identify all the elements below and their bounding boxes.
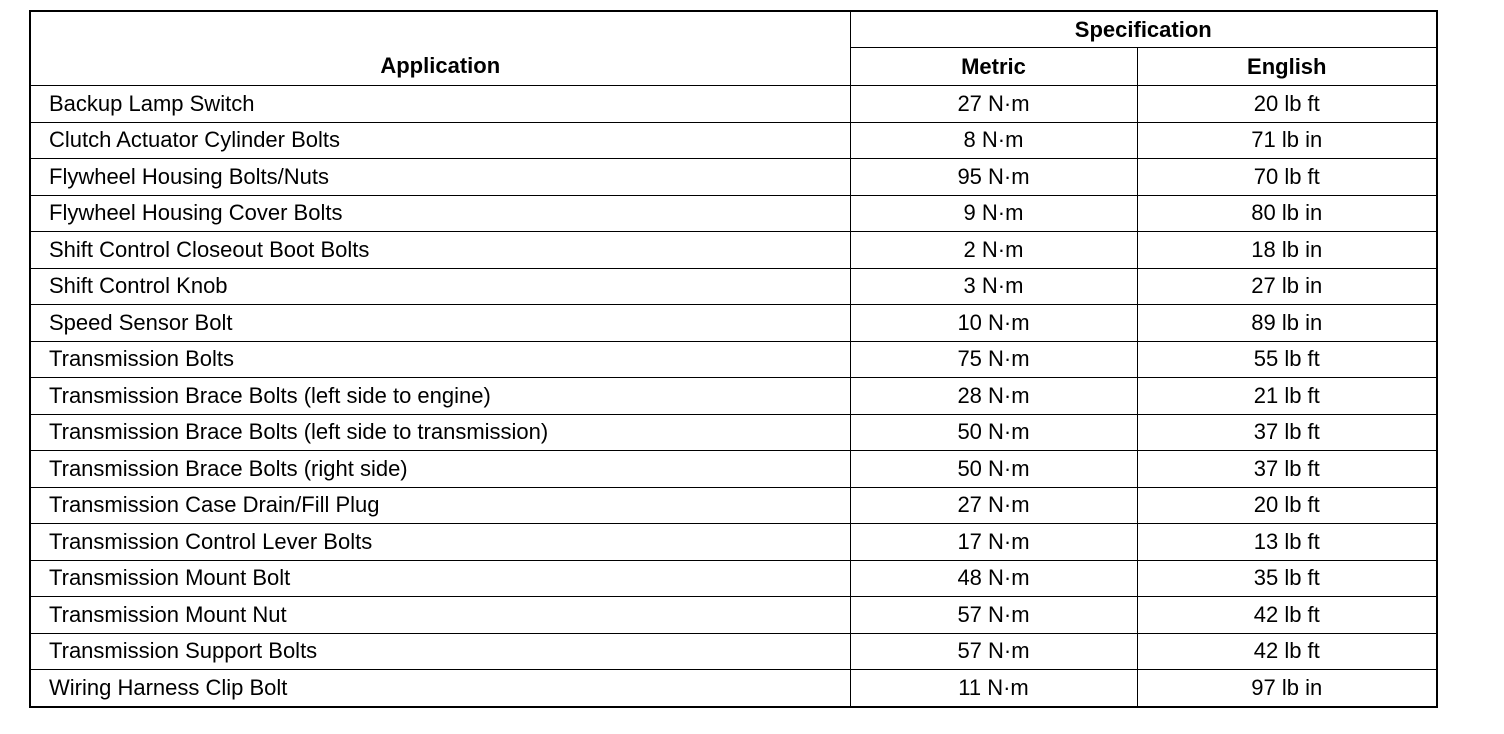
table-row bbox=[30, 451, 1437, 488]
table-row bbox=[30, 86, 1437, 123]
table-row bbox=[30, 159, 1437, 196]
metric-cell: 48 N·m bbox=[850, 560, 1137, 597]
application-cell: Transmission Mount Nut bbox=[30, 597, 850, 634]
application-cell: Transmission Control Lever Bolts bbox=[30, 524, 850, 561]
english-cell: 42 lb ft bbox=[1137, 597, 1437, 634]
english-cell: 71 lb in bbox=[1137, 122, 1437, 159]
table-row bbox=[30, 560, 1437, 597]
table-row bbox=[30, 633, 1437, 670]
specification-header: Specification bbox=[850, 11, 1437, 48]
table-row bbox=[30, 305, 1437, 342]
english-cell: 70 lb ft bbox=[1137, 159, 1437, 196]
application-cell: Shift Control Closeout Boot Bolts bbox=[30, 232, 850, 269]
english-cell: 20 lb ft bbox=[1137, 86, 1437, 123]
table-row bbox=[30, 414, 1437, 451]
application-cell: Transmission Brace Bolts (left side to engine) bbox=[30, 378, 850, 415]
table-row bbox=[30, 597, 1437, 634]
metric-cell: 50 N·m bbox=[850, 414, 1137, 451]
english-cell: 80 lb in bbox=[1137, 195, 1437, 232]
metric-cell: 27 N·m bbox=[850, 86, 1137, 123]
english-cell: 20 lb ft bbox=[1137, 487, 1437, 524]
table-row bbox=[30, 487, 1437, 524]
application-cell: Transmission Brace Bolts (right side) bbox=[30, 451, 850, 488]
english-header: English bbox=[1137, 48, 1437, 86]
english-cell: 37 lb ft bbox=[1137, 451, 1437, 488]
table-row bbox=[30, 670, 1437, 707]
header-row-top bbox=[30, 11, 1437, 48]
application-cell: Shift Control Knob bbox=[30, 268, 850, 305]
metric-cell: 10 N·m bbox=[850, 305, 1137, 342]
table-row bbox=[30, 268, 1437, 305]
application-cell: Wiring Harness Clip Bolt bbox=[30, 670, 850, 707]
metric-cell: 75 N·m bbox=[850, 341, 1137, 378]
english-cell: 21 lb ft bbox=[1137, 378, 1437, 415]
metric-cell: 3 N·m bbox=[850, 268, 1137, 305]
application-cell: Flywheel Housing Bolts/Nuts bbox=[30, 159, 850, 196]
metric-cell: 8 N·m bbox=[850, 122, 1137, 159]
metric-cell: 50 N·m bbox=[850, 451, 1137, 488]
application-cell: Transmission Support Bolts bbox=[30, 633, 850, 670]
english-cell: 27 lb in bbox=[1137, 268, 1437, 305]
application-cell: Flywheel Housing Cover Bolts bbox=[30, 195, 850, 232]
english-cell: 89 lb in bbox=[1137, 305, 1437, 342]
metric-cell: 95 N·m bbox=[850, 159, 1137, 196]
application-cell: Transmission Bolts bbox=[30, 341, 850, 378]
metric-cell: 28 N·m bbox=[850, 378, 1137, 415]
metric-cell: 9 N·m bbox=[850, 195, 1137, 232]
metric-header: Metric bbox=[850, 48, 1137, 86]
english-cell: 55 lb ft bbox=[1137, 341, 1437, 378]
english-cell: 18 lb in bbox=[1137, 232, 1437, 269]
application-cell: Backup Lamp Switch bbox=[30, 86, 850, 123]
metric-cell: 57 N·m bbox=[850, 633, 1137, 670]
table-body bbox=[30, 86, 1437, 707]
english-cell: 37 lb ft bbox=[1137, 414, 1437, 451]
table-row bbox=[30, 341, 1437, 378]
application-cell: Transmission Mount Bolt bbox=[30, 560, 850, 597]
table-row bbox=[30, 378, 1437, 415]
table-row bbox=[30, 195, 1437, 232]
application-cell: Transmission Brace Bolts (left side to transmission) bbox=[30, 414, 850, 451]
english-cell: 13 lb ft bbox=[1137, 524, 1437, 561]
table-row bbox=[30, 232, 1437, 269]
table-row bbox=[30, 524, 1437, 561]
application-cell: Transmission Case Drain/Fill Plug bbox=[30, 487, 850, 524]
table-row bbox=[30, 122, 1437, 159]
application-cell: Clutch Actuator Cylinder Bolts bbox=[30, 122, 850, 159]
english-cell: 97 lb in bbox=[1137, 670, 1437, 707]
metric-cell: 11 N·m bbox=[850, 670, 1137, 707]
metric-cell: 2 N·m bbox=[850, 232, 1137, 269]
torque-spec-table bbox=[29, 10, 1438, 708]
metric-cell: 57 N·m bbox=[850, 597, 1137, 634]
application-header: Application bbox=[30, 11, 850, 86]
application-cell: Speed Sensor Bolt bbox=[30, 305, 850, 342]
metric-cell: 17 N·m bbox=[850, 524, 1137, 561]
metric-cell: 27 N·m bbox=[850, 487, 1137, 524]
english-cell: 42 lb ft bbox=[1137, 633, 1437, 670]
english-cell: 35 lb ft bbox=[1137, 560, 1437, 597]
